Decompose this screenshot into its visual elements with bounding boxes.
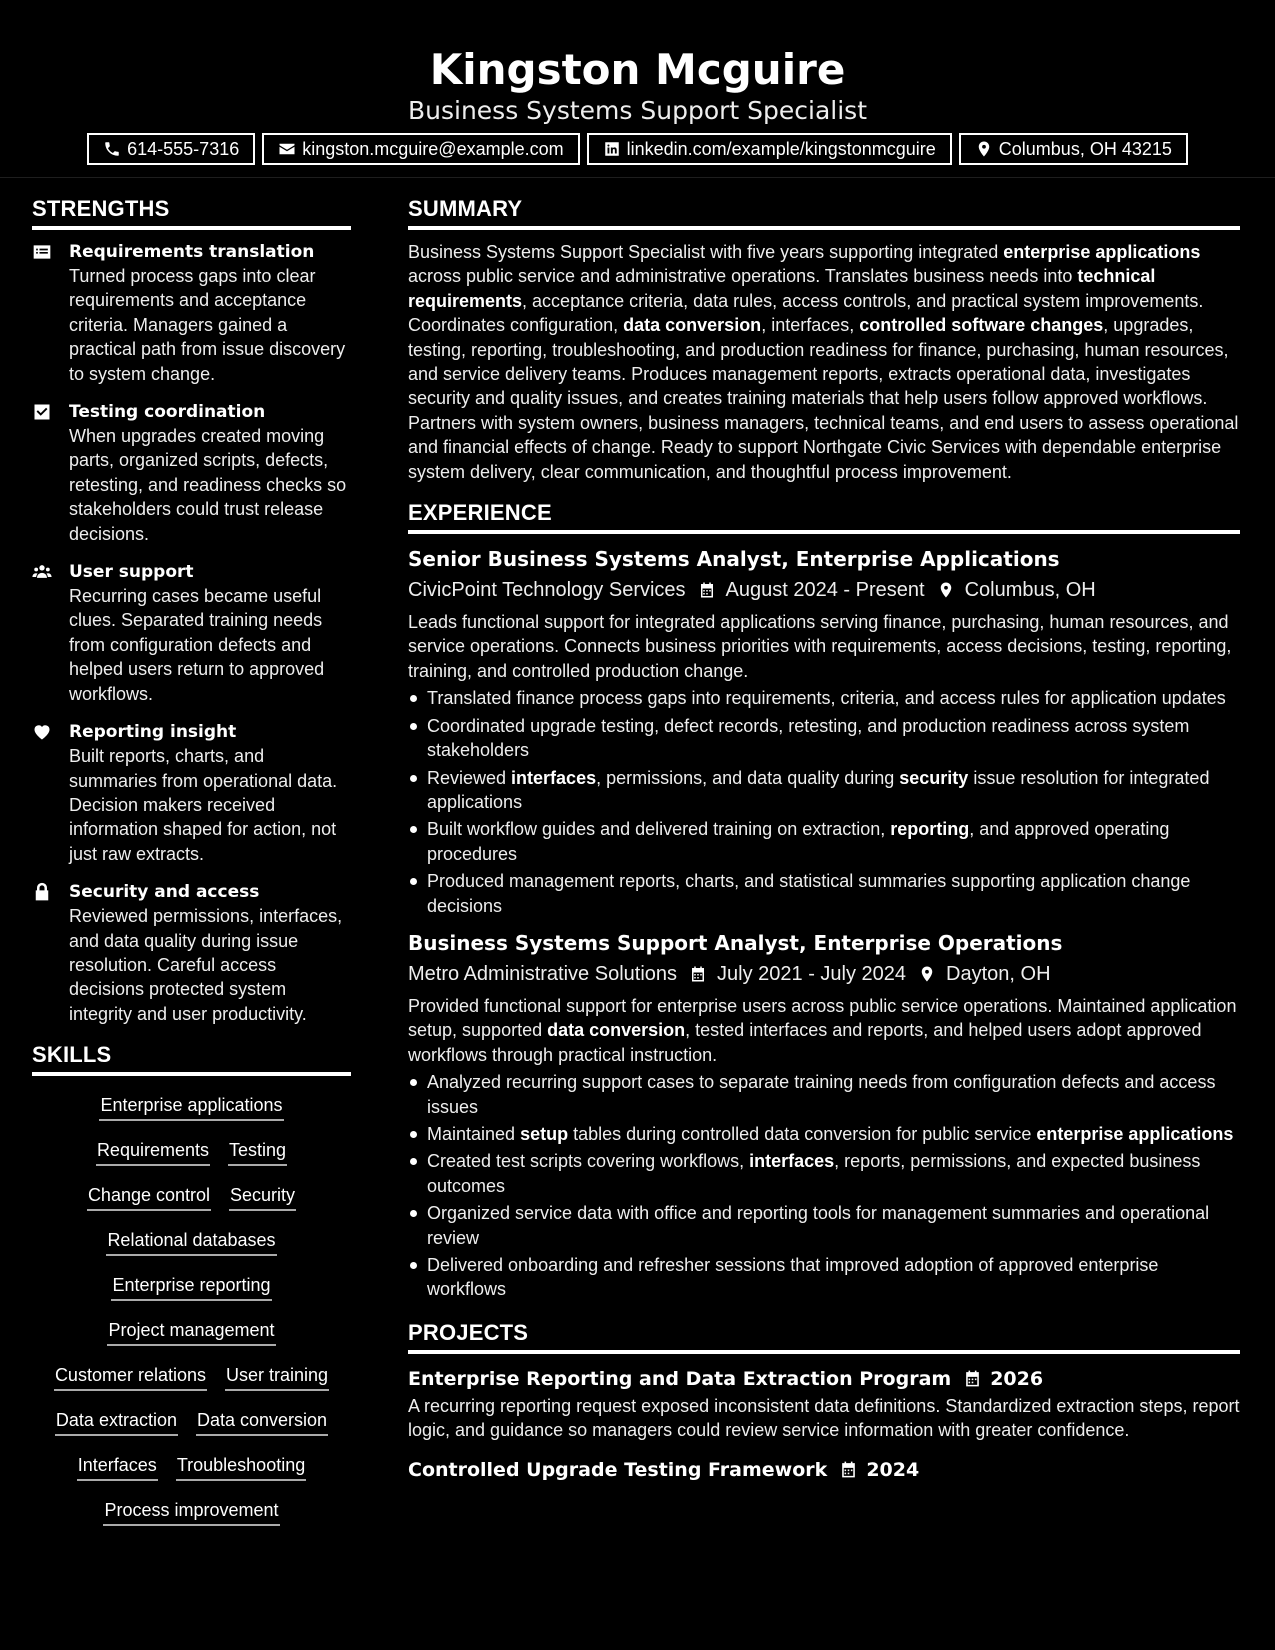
calendar-icon <box>689 965 707 983</box>
contact-phone[interactable] <box>87 133 255 165</box>
skill-tag: Relational databases <box>106 1227 276 1256</box>
strength-desc: Turned process gaps into clear requirements and acceptance criteria. Managers gained a practical path from issue discovery to system change. <box>69 266 346 384</box>
strength-item <box>32 560 351 706</box>
calendar-icon <box>698 581 716 599</box>
skills-title: SKILLS <box>32 1042 351 1076</box>
job-title: Senior Business Systems Analyst, Enterprise Applications <box>408 547 1060 572</box>
phone-icon <box>103 140 121 158</box>
bullet-item: Analyzed recurring support cases to separate training needs from configuration defects and access issues <box>408 1070 1240 1119</box>
skill-row <box>32 1272 351 1317</box>
skills-list <box>32 1086 351 1542</box>
contact-phone-text: 614-555-7316 <box>127 138 240 159</box>
job-location: Dayton, OH <box>946 962 1051 985</box>
strengths-title: STRENGTHS <box>32 196 351 230</box>
job-meta <box>408 958 1240 990</box>
users-icon <box>32 562 52 582</box>
bullet-item: Built workflow guides and delivered training on extraction, reporting, and approved operating procedures <box>408 817 1240 866</box>
job-description: Provided functional support for enterprise users across public service operations. Maintained application setup, supported data conversion, tested interfaces and reports, and helped users adopt approved workflows through practical instruction. <box>408 995 1237 1065</box>
skill-row <box>32 1452 351 1497</box>
strength-item <box>32 400 351 546</box>
contact-email-text: kingston.mcguire@example.com <box>302 138 564 159</box>
project-year: 2026 <box>990 1367 1044 1390</box>
bullet-item: Maintained setup tables during controlled data conversion for public service enterprise applications <box>408 1122 1240 1146</box>
job-description: Leads functional support for integrated applications serving finance, purchasing, human resources, and service operations. Connects business priorities with requirements, access decisions, testing, reporting, training, and controlled production change. <box>408 612 1232 681</box>
skill-tag: Data conversion <box>196 1407 328 1436</box>
project-title: Enterprise Reporting and Data Extraction Program <box>408 1367 952 1390</box>
job-company: CivicPoint Technology Services <box>408 579 686 602</box>
strength-title: User support <box>69 562 194 583</box>
candidate-name: Kingston Mcguire <box>429 45 846 94</box>
bullet-item: Delivered onboarding and refresher sessions that improved adoption of approved enterprise workflows <box>408 1253 1240 1302</box>
project-head <box>408 1364 1240 1394</box>
skill-tag: Enterprise reporting <box>111 1272 271 1301</box>
job-dates: August 2024 - Present <box>725 579 925 602</box>
project-year: 2024 <box>866 1458 920 1481</box>
strength-desc: Reviewed permissions, interfaces, and data quality during issue resolution. Careful access decisions protected system integrity and user productivity. <box>69 906 343 1024</box>
skill-row <box>32 1182 351 1227</box>
contact-bar <box>0 133 1275 165</box>
strength-title: Security and access <box>69 882 260 903</box>
strength-desc: Built reports, charts, and summaries from operational data. Decision makers received information shaped for action, not just raw extracts. <box>69 746 338 864</box>
skill-row <box>32 1227 351 1272</box>
contact-linkedin[interactable] <box>587 133 952 165</box>
list-card-icon <box>32 242 52 262</box>
contact-email[interactable] <box>262 133 579 165</box>
main-column <box>408 196 1240 1485</box>
bullet-item: Coordinated upgrade testing, defect records, retesting, and production readiness across system stakeholders <box>408 714 1240 763</box>
skill-tag: Security <box>229 1182 296 1211</box>
skill-row <box>32 1362 351 1407</box>
skill-tag: Change control <box>87 1182 211 1211</box>
experience-title: EXPERIENCE <box>408 500 1240 534</box>
map-pin-icon <box>937 581 955 599</box>
strength-title: Reporting insight <box>69 722 237 743</box>
bullet-item: Reviewed interfaces, permissions, and data quality during security issue resolution for integrated applications <box>408 766 1240 815</box>
job-entry <box>408 928 1240 1302</box>
skill-row <box>32 1092 351 1137</box>
bullet-item: Organized service data with office and reporting tools for management summaries and operational review <box>408 1201 1240 1250</box>
linkedin-icon <box>603 140 621 158</box>
contact-location <box>959 133 1188 165</box>
strength-desc: Recurring cases became useful clues. Separated training needs from configuration defects and helped users return to approved workflows. <box>69 586 325 704</box>
job-company: Metro Administrative Solutions <box>408 962 678 985</box>
bullet-item: Produced management reports, charts, and statistical summaries supporting application change decisions <box>408 869 1240 918</box>
strength-desc: When upgrades created moving parts, organized scripts, defects, retesting, and readiness checks so stakeholders could trust release decisions. <box>69 426 347 544</box>
job-meta <box>408 574 1240 606</box>
skill-row <box>32 1137 351 1182</box>
calendar-icon <box>963 1369 982 1388</box>
skill-tag: User training <box>225 1362 329 1391</box>
skill-tag: Testing <box>228 1137 287 1166</box>
job-entry <box>408 544 1240 918</box>
skill-tag: Customer relations <box>54 1362 207 1391</box>
skill-row <box>32 1407 351 1452</box>
summary-text: Business Systems Support Specialist with five years supporting integrated enterprise applications across public service and administrative operations. Translates business needs into technical requirements, acceptance criteria, data rules, access controls, and practical system improvements. Coordinates configuration, data conversion, interfaces, controlled software changes, upgrades, testing, reporting, troubleshooting, and production readiness for finance, purchasing, human resources, and service delivery teams. Produces management reports, extracts operational data, investigates security and quality issues, and creates training materials that help users follow approved workflows. Partners with system owners, business managers, technical teams, and end users to assess operational and financial effects of change. Ready to support Northgate Civic Services with dependable enterprise system delivery, clear communication, and thoughtful process improvement. <box>408 242 1239 482</box>
job-location: Columbus, OH <box>964 579 1096 602</box>
map-pin-icon <box>975 140 993 158</box>
strength-item <box>32 240 351 386</box>
job-bullets <box>408 686 1240 918</box>
skill-tag: Process improvement <box>103 1497 279 1526</box>
sidebar <box>32 196 351 1542</box>
bullet-item: Translated finance process gaps into requirements, criteria, and access rules for application updates <box>408 686 1240 710</box>
heart-icon <box>32 722 52 742</box>
strength-item <box>32 720 351 866</box>
lock-icon <box>32 882 52 902</box>
project-title: Controlled Upgrade Testing Framework <box>408 1458 828 1481</box>
skill-tag: Project management <box>107 1317 275 1346</box>
bullet-item: Created test scripts covering workflows, interfaces, reports, permissions, and expected business outcomes <box>408 1149 1240 1198</box>
skill-row <box>32 1497 351 1542</box>
envelope-icon <box>278 140 296 158</box>
resume-header <box>0 0 1275 178</box>
skill-tag: Data extraction <box>55 1407 178 1436</box>
skill-tag: Enterprise applications <box>99 1092 283 1121</box>
job-title: Business Systems Support Analyst, Enterprise Operations <box>408 930 1063 955</box>
summary-title: SUMMARY <box>408 196 1240 230</box>
strength-item <box>32 880 351 1026</box>
skill-row <box>32 1317 351 1362</box>
candidate-role: Business Systems Support Specialist <box>407 96 867 125</box>
projects-title: PROJECTS <box>408 1320 1240 1354</box>
checkbox-icon <box>32 402 52 422</box>
contact-location-text: Columbus, OH 43215 <box>998 138 1172 159</box>
project-entry <box>408 1455 1240 1485</box>
project-entry <box>408 1364 1240 1443</box>
skill-tag: Interfaces <box>77 1452 158 1481</box>
project-description: A recurring reporting request exposed inconsistent data definitions. Standardized extraction steps, report logic, and guidance so managers could review service information with greater confidence. <box>408 1395 1240 1441</box>
strength-title: Testing coordination <box>69 402 266 423</box>
contact-linkedin-text: linkedin.com/example/kingstonmcguire <box>626 138 936 159</box>
skill-tag: Troubleshooting <box>176 1452 306 1481</box>
map-pin-icon <box>918 965 936 983</box>
strength-title: Requirements translation <box>69 242 315 262</box>
calendar-icon <box>839 1460 858 1479</box>
job-bullets <box>408 1070 1240 1302</box>
project-head <box>408 1455 1240 1485</box>
job-dates: July 2021 - July 2024 <box>717 962 907 985</box>
skill-tag: Requirements <box>96 1137 210 1166</box>
